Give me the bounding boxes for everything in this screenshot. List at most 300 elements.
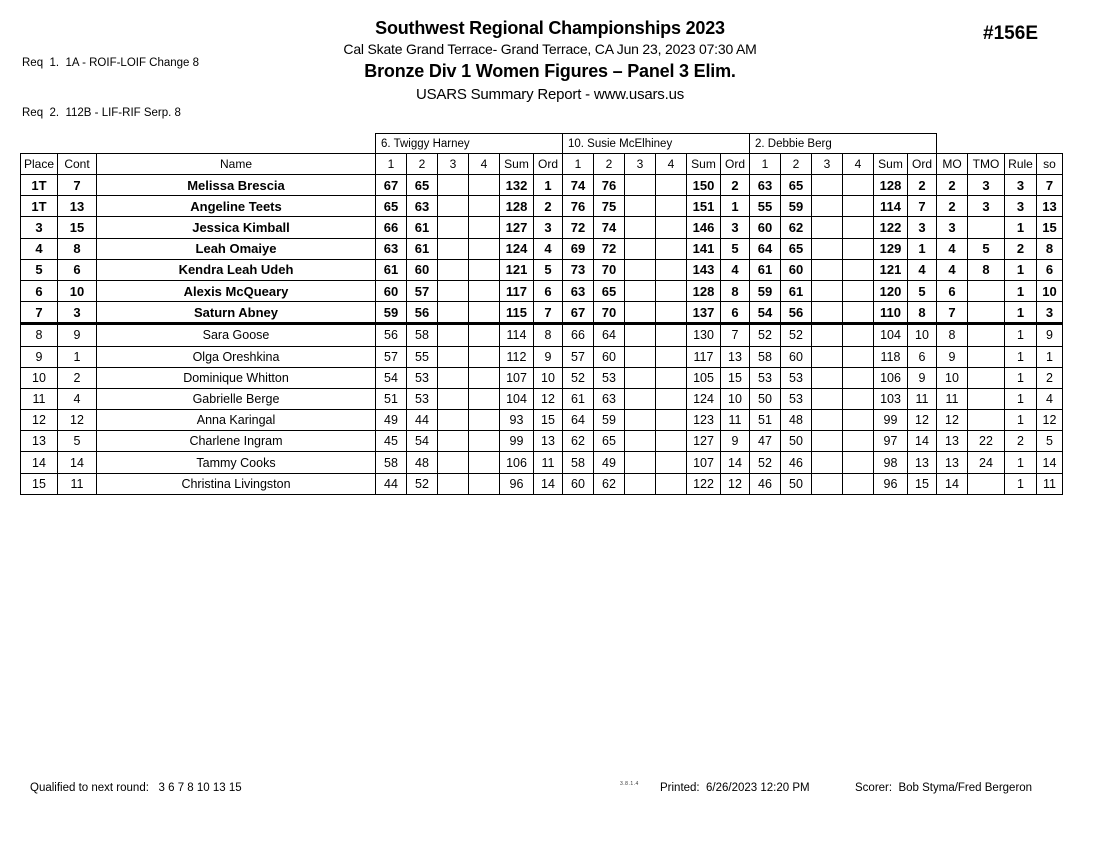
cell-name: Christina Livingston xyxy=(97,473,376,494)
cell-j2-score-3 xyxy=(625,175,656,196)
column-header-j2-ord: Ord xyxy=(721,154,750,175)
column-header-cont: Cont xyxy=(58,154,97,175)
cell-tmo xyxy=(968,410,1005,431)
results-table xyxy=(20,133,1063,495)
cell-place: 8 xyxy=(21,324,58,346)
cell-j3-score-1: 53 xyxy=(750,367,781,388)
judge-header-3: 2. Debbie Berg xyxy=(750,134,937,154)
cell-j3-score-1: 50 xyxy=(750,388,781,409)
cell-j2-score-3 xyxy=(625,196,656,217)
cell-j2-sum: 146 xyxy=(687,217,721,238)
cell-place: 14 xyxy=(21,452,58,473)
cell-j3-sum: 98 xyxy=(874,452,908,473)
cell-j3-score-4 xyxy=(843,431,874,452)
cell-j3-score-3 xyxy=(812,259,843,280)
cell-j2-sum: 127 xyxy=(687,431,721,452)
cell-j2-ord: 13 xyxy=(721,346,750,367)
cell-j1-score-2: 63 xyxy=(407,196,438,217)
cell-j1-score-1: 51 xyxy=(376,388,407,409)
judge-header-1: 6. Twiggy Harney xyxy=(376,134,563,154)
column-header-j3-ord: Ord xyxy=(908,154,937,175)
cell-cont: 8 xyxy=(58,238,97,259)
column-header-j2-score-2: 2 xyxy=(594,154,625,175)
cell-so: 11 xyxy=(1037,473,1063,494)
cell-so: 7 xyxy=(1037,175,1063,196)
cell-name: Tammy Cooks xyxy=(97,452,376,473)
cell-j2-score-3 xyxy=(625,367,656,388)
cell-cont: 7 xyxy=(58,175,97,196)
cell-j3-score-2: 61 xyxy=(781,280,812,301)
cell-j1-ord: 2 xyxy=(534,196,563,217)
cell-rule: 3 xyxy=(1005,175,1037,196)
cell-mo: 6 xyxy=(937,280,968,301)
cell-tmo: 5 xyxy=(968,238,1005,259)
cell-mo: 4 xyxy=(937,238,968,259)
cell-name: Alexis McQueary xyxy=(97,280,376,301)
cell-j1-score-4 xyxy=(469,388,500,409)
table-row xyxy=(21,367,1063,388)
cell-j1-score-4 xyxy=(469,346,500,367)
table-row xyxy=(21,388,1063,409)
cell-j2-score-3 xyxy=(625,346,656,367)
cell-j2-score-2: 53 xyxy=(594,367,625,388)
cell-j2-score-4 xyxy=(656,388,687,409)
printed-label: Printed: xyxy=(660,782,700,794)
event-number: #156E xyxy=(983,23,1038,44)
cell-so: 1 xyxy=(1037,346,1063,367)
cell-j3-score-3 xyxy=(812,367,843,388)
cell-j3-score-4 xyxy=(843,452,874,473)
cell-j2-score-4 xyxy=(656,431,687,452)
cell-j1-score-2: 53 xyxy=(407,367,438,388)
cell-j3-ord: 14 xyxy=(908,431,937,452)
judge-band-row xyxy=(21,134,1063,154)
cell-name: Anna Karingal xyxy=(97,410,376,431)
column-header-j2-score-3: 3 xyxy=(625,154,656,175)
cell-cont: 10 xyxy=(58,280,97,301)
cell-j2-score-4 xyxy=(656,473,687,494)
cell-j1-sum: 124 xyxy=(500,238,534,259)
column-header-mo: MO xyxy=(937,154,968,175)
cell-j3-score-4 xyxy=(843,367,874,388)
cell-j2-sum: 117 xyxy=(687,346,721,367)
cell-so: 5 xyxy=(1037,431,1063,452)
cell-j1-score-4 xyxy=(469,196,500,217)
cell-j2-score-4 xyxy=(656,346,687,367)
cell-j3-sum: 122 xyxy=(874,217,908,238)
column-header-j2-score-1: 1 xyxy=(563,154,594,175)
cell-j2-sum: 128 xyxy=(687,280,721,301)
cell-j3-score-2: 65 xyxy=(781,238,812,259)
cell-j1-ord: 8 xyxy=(534,324,563,346)
cell-j3-score-1: 58 xyxy=(750,346,781,367)
cell-j3-ord: 5 xyxy=(908,280,937,301)
cell-j2-score-1: 69 xyxy=(563,238,594,259)
column-header-rule: Rule xyxy=(1005,154,1037,175)
cell-cont: 5 xyxy=(58,431,97,452)
cell-place: 13 xyxy=(21,431,58,452)
cell-tmo xyxy=(968,367,1005,388)
column-header-j3-score-2: 2 xyxy=(781,154,812,175)
cell-j1-ord: 14 xyxy=(534,473,563,494)
cell-j2-ord: 9 xyxy=(721,431,750,452)
cell-j2-score-2: 59 xyxy=(594,410,625,431)
cell-rule: 1 xyxy=(1005,367,1037,388)
cell-rule: 2 xyxy=(1005,431,1037,452)
report-header xyxy=(0,18,1100,103)
cell-j1-score-1: 56 xyxy=(376,324,407,346)
cell-j3-score-2: 53 xyxy=(781,388,812,409)
cell-j1-score-2: 55 xyxy=(407,346,438,367)
table-row xyxy=(21,473,1063,494)
cell-j3-score-1: 59 xyxy=(750,280,781,301)
cell-j3-ord: 8 xyxy=(908,302,937,324)
cell-j3-score-3 xyxy=(812,410,843,431)
cell-j3-score-2: 56 xyxy=(781,302,812,324)
cell-j2-score-3 xyxy=(625,452,656,473)
table-row xyxy=(21,238,1063,259)
cell-j1-score-2: 54 xyxy=(407,431,438,452)
cell-j2-score-4 xyxy=(656,302,687,324)
cell-cont: 11 xyxy=(58,473,97,494)
column-header-j3-score-3: 3 xyxy=(812,154,843,175)
cell-j1-sum: 112 xyxy=(500,346,534,367)
cell-j1-score-2: 65 xyxy=(407,175,438,196)
cell-j3-sum: 103 xyxy=(874,388,908,409)
column-header-j3-score-4: 4 xyxy=(843,154,874,175)
cell-j3-score-2: 50 xyxy=(781,473,812,494)
cell-j3-score-4 xyxy=(843,259,874,280)
cell-j3-score-3 xyxy=(812,238,843,259)
cell-mo: 4 xyxy=(937,259,968,280)
cell-j1-score-2: 60 xyxy=(407,259,438,280)
cell-j1-score-2: 56 xyxy=(407,302,438,324)
cell-rule: 1 xyxy=(1005,324,1037,346)
column-header-j3-score-1: 1 xyxy=(750,154,781,175)
qualified-list: 3 6 7 8 10 13 15 xyxy=(158,782,242,794)
requirement-line-2: Req 2. 112B - LIF-RIF Serp. 8 xyxy=(22,107,181,120)
cell-mo: 13 xyxy=(937,452,968,473)
cell-j2-sum: 124 xyxy=(687,388,721,409)
scorer-value: Bob Styma/Fred Bergeron xyxy=(898,782,1033,794)
table-row xyxy=(21,196,1063,217)
cell-j1-score-1: 63 xyxy=(376,238,407,259)
cell-j3-score-3 xyxy=(812,452,843,473)
band-spacer xyxy=(937,134,1063,154)
cell-j1-sum: 114 xyxy=(500,324,534,346)
cell-j2-ord: 1 xyxy=(721,196,750,217)
cell-j2-score-1: 67 xyxy=(563,302,594,324)
cell-mo: 14 xyxy=(937,473,968,494)
cell-name: Saturn Abney xyxy=(97,302,376,324)
cell-j1-ord: 6 xyxy=(534,280,563,301)
cell-j1-score-1: 54 xyxy=(376,367,407,388)
cell-j3-score-2: 50 xyxy=(781,431,812,452)
cell-j3-ord: 13 xyxy=(908,452,937,473)
cell-tmo xyxy=(968,280,1005,301)
cell-j1-score-3 xyxy=(438,259,469,280)
cell-j1-score-3 xyxy=(438,175,469,196)
cell-j2-ord: 11 xyxy=(721,410,750,431)
cell-j1-score-1: 60 xyxy=(376,280,407,301)
cell-so: 8 xyxy=(1037,238,1063,259)
cell-j1-score-2: 52 xyxy=(407,473,438,494)
cell-j2-score-1: 66 xyxy=(563,324,594,346)
cell-j2-ord: 14 xyxy=(721,452,750,473)
cell-j3-score-3 xyxy=(812,196,843,217)
cell-j1-score-1: 61 xyxy=(376,259,407,280)
cell-mo: 9 xyxy=(937,346,968,367)
cell-j3-score-2: 60 xyxy=(781,259,812,280)
cell-j3-score-4 xyxy=(843,473,874,494)
cell-j3-score-2: 65 xyxy=(781,175,812,196)
cell-rule: 1 xyxy=(1005,217,1037,238)
cell-j2-score-4 xyxy=(656,217,687,238)
column-header-j1-score-4: 4 xyxy=(469,154,500,175)
cell-j2-score-3 xyxy=(625,388,656,409)
cell-j2-ord: 10 xyxy=(721,388,750,409)
cell-j3-ord: 9 xyxy=(908,367,937,388)
cell-place: 1T xyxy=(21,175,58,196)
cell-j1-ord: 3 xyxy=(534,217,563,238)
cell-j3-score-3 xyxy=(812,175,843,196)
cell-j3-sum: 110 xyxy=(874,302,908,324)
cell-j2-score-1: 60 xyxy=(563,473,594,494)
cell-j1-score-1: 65 xyxy=(376,196,407,217)
cell-cont: 3 xyxy=(58,302,97,324)
cell-j1-score-1: 58 xyxy=(376,452,407,473)
cell-j1-score-2: 61 xyxy=(407,238,438,259)
cell-name: Gabrielle Berge xyxy=(97,388,376,409)
cell-j2-sum: 151 xyxy=(687,196,721,217)
cell-j1-score-1: 44 xyxy=(376,473,407,494)
cell-j1-ord: 5 xyxy=(534,259,563,280)
band-spacer xyxy=(97,134,376,154)
column-header-j1-sum: Sum xyxy=(500,154,534,175)
cell-j3-score-3 xyxy=(812,346,843,367)
cell-j3-score-2: 60 xyxy=(781,346,812,367)
cell-j1-score-4 xyxy=(469,473,500,494)
cell-j1-ord: 10 xyxy=(534,367,563,388)
cell-j2-sum: 105 xyxy=(687,367,721,388)
cell-j1-score-1: 45 xyxy=(376,431,407,452)
cell-j3-score-3 xyxy=(812,324,843,346)
cell-j3-score-1: 61 xyxy=(750,259,781,280)
cell-place: 10 xyxy=(21,367,58,388)
cell-j1-score-1: 59 xyxy=(376,302,407,324)
requirement-line-1: Req 1. 1A - ROIF-LOIF Change 8 xyxy=(22,57,200,70)
cell-j3-score-1: 54 xyxy=(750,302,781,324)
cell-j2-ord: 7 xyxy=(721,324,750,346)
cell-j1-score-3 xyxy=(438,346,469,367)
cell-j2-score-4 xyxy=(656,175,687,196)
cell-j3-ord: 3 xyxy=(908,217,937,238)
cell-j1-sum: 96 xyxy=(500,473,534,494)
cell-j1-score-4 xyxy=(469,217,500,238)
cell-j2-score-2: 63 xyxy=(594,388,625,409)
cell-j1-score-4 xyxy=(469,452,500,473)
cell-j2-ord: 5 xyxy=(721,238,750,259)
cell-j1-ord: 12 xyxy=(534,388,563,409)
cell-j1-score-4 xyxy=(469,175,500,196)
cell-j1-score-3 xyxy=(438,452,469,473)
cell-j3-ord: 10 xyxy=(908,324,937,346)
cell-name: Dominique Whitton xyxy=(97,367,376,388)
cell-cont: 1 xyxy=(58,346,97,367)
cell-j2-score-2: 70 xyxy=(594,302,625,324)
cell-so: 12 xyxy=(1037,410,1063,431)
cell-j3-sum: 96 xyxy=(874,473,908,494)
cell-so: 4 xyxy=(1037,388,1063,409)
cell-j1-ord: 13 xyxy=(534,431,563,452)
column-header-j1-ord: Ord xyxy=(534,154,563,175)
band-spacer xyxy=(21,134,58,154)
cell-j2-score-4 xyxy=(656,410,687,431)
cell-j3-sum: 120 xyxy=(874,280,908,301)
column-header-row xyxy=(21,154,1063,175)
cell-j1-score-1: 67 xyxy=(376,175,407,196)
cell-mo: 12 xyxy=(937,410,968,431)
table-row xyxy=(21,259,1063,280)
cell-place: 3 xyxy=(21,217,58,238)
cell-j1-ord: 15 xyxy=(534,410,563,431)
cell-cont: 15 xyxy=(58,217,97,238)
cell-j3-sum: 129 xyxy=(874,238,908,259)
cell-j2-score-3 xyxy=(625,431,656,452)
cell-j1-score-2: 57 xyxy=(407,280,438,301)
cell-j2-score-1: 73 xyxy=(563,259,594,280)
venue-and-datetime: Cal Skate Grand Terrace- Grand Terrace, CA Jun 23, 2023 07:30 AM xyxy=(343,41,757,57)
cell-j2-score-3 xyxy=(625,238,656,259)
cell-j3-score-4 xyxy=(843,196,874,217)
cell-so: 14 xyxy=(1037,452,1063,473)
cell-j2-score-1: 62 xyxy=(563,431,594,452)
cell-j2-score-1: 52 xyxy=(563,367,594,388)
cell-j3-sum: 128 xyxy=(874,175,908,196)
cell-j3-score-1: 63 xyxy=(750,175,781,196)
cell-j1-sum: 128 xyxy=(500,196,534,217)
cell-j2-score-3 xyxy=(625,280,656,301)
cell-j3-score-1: 51 xyxy=(750,410,781,431)
cell-j2-ord: 8 xyxy=(721,280,750,301)
column-header-place: Place xyxy=(21,154,58,175)
cell-j3-score-3 xyxy=(812,302,843,324)
cell-place: 12 xyxy=(21,410,58,431)
cell-j2-score-3 xyxy=(625,217,656,238)
cell-j1-score-4 xyxy=(469,259,500,280)
cell-j1-sum: 99 xyxy=(500,431,534,452)
cell-j2-score-4 xyxy=(656,259,687,280)
cell-j3-ord: 7 xyxy=(908,196,937,217)
cell-j2-ord: 3 xyxy=(721,217,750,238)
cell-j3-ord: 11 xyxy=(908,388,937,409)
cell-j2-sum: 143 xyxy=(687,259,721,280)
cell-j2-score-3 xyxy=(625,410,656,431)
table-row xyxy=(21,280,1063,301)
qualified-footer xyxy=(30,782,242,794)
cell-j3-score-1: 55 xyxy=(750,196,781,217)
cell-cont: 9 xyxy=(58,324,97,346)
cell-tmo: 24 xyxy=(968,452,1005,473)
table-row xyxy=(21,324,1063,346)
cell-so: 3 xyxy=(1037,302,1063,324)
cell-rule: 3 xyxy=(1005,196,1037,217)
cell-j3-score-4 xyxy=(843,410,874,431)
cell-j2-sum: 141 xyxy=(687,238,721,259)
table-row xyxy=(21,217,1063,238)
cell-place: 7 xyxy=(21,302,58,324)
cell-cont: 13 xyxy=(58,196,97,217)
cell-j1-score-1: 57 xyxy=(376,346,407,367)
cell-j3-score-3 xyxy=(812,217,843,238)
column-header-j3-sum: Sum xyxy=(874,154,908,175)
cell-j1-score-1: 49 xyxy=(376,410,407,431)
results-sheet xyxy=(20,133,1063,495)
cell-j1-score-3 xyxy=(438,280,469,301)
cell-j2-score-1: 72 xyxy=(563,217,594,238)
cell-j2-score-2: 70 xyxy=(594,259,625,280)
cell-j3-score-4 xyxy=(843,388,874,409)
scorer-footer xyxy=(855,782,1032,794)
cell-j1-score-4 xyxy=(469,431,500,452)
cell-j2-score-4 xyxy=(656,196,687,217)
cell-rule: 1 xyxy=(1005,346,1037,367)
cell-j1-score-4 xyxy=(469,238,500,259)
cell-j2-score-1: 76 xyxy=(563,196,594,217)
cell-j3-score-3 xyxy=(812,388,843,409)
cell-j1-score-3 xyxy=(438,217,469,238)
cell-j1-sum: 127 xyxy=(500,217,534,238)
cell-so: 6 xyxy=(1037,259,1063,280)
cell-place: 15 xyxy=(21,473,58,494)
cell-j3-score-4 xyxy=(843,346,874,367)
cell-j3-score-4 xyxy=(843,238,874,259)
qualified-label: Qualified to next round: xyxy=(30,782,149,794)
table-row xyxy=(21,410,1063,431)
cell-j2-sum: 137 xyxy=(687,302,721,324)
cell-j2-score-2: 64 xyxy=(594,324,625,346)
cell-j2-score-2: 60 xyxy=(594,346,625,367)
cell-j2-score-1: 74 xyxy=(563,175,594,196)
cell-j1-sum: 121 xyxy=(500,259,534,280)
cell-j3-score-4 xyxy=(843,324,874,346)
cell-place: 1T xyxy=(21,196,58,217)
column-header-j1-score-3: 3 xyxy=(438,154,469,175)
cell-j1-ord: 4 xyxy=(534,238,563,259)
cell-j2-score-4 xyxy=(656,452,687,473)
column-header-j2-score-4: 4 xyxy=(656,154,687,175)
cell-tmo xyxy=(968,302,1005,324)
cell-tmo xyxy=(968,324,1005,346)
cell-place: 11 xyxy=(21,388,58,409)
cell-mo: 3 xyxy=(937,217,968,238)
cell-j1-score-2: 53 xyxy=(407,388,438,409)
table-row xyxy=(21,175,1063,196)
cell-j2-score-2: 65 xyxy=(594,431,625,452)
cell-j2-score-4 xyxy=(656,238,687,259)
cell-tmo: 22 xyxy=(968,431,1005,452)
cell-mo: 11 xyxy=(937,388,968,409)
cell-j1-ord: 9 xyxy=(534,346,563,367)
cell-tmo xyxy=(968,217,1005,238)
cell-mo: 13 xyxy=(937,431,968,452)
cell-j3-sum: 104 xyxy=(874,324,908,346)
cell-j3-score-2: 46 xyxy=(781,452,812,473)
table-row xyxy=(21,452,1063,473)
cell-j2-score-1: 58 xyxy=(563,452,594,473)
cell-j3-score-2: 59 xyxy=(781,196,812,217)
cell-j2-score-2: 62 xyxy=(594,473,625,494)
